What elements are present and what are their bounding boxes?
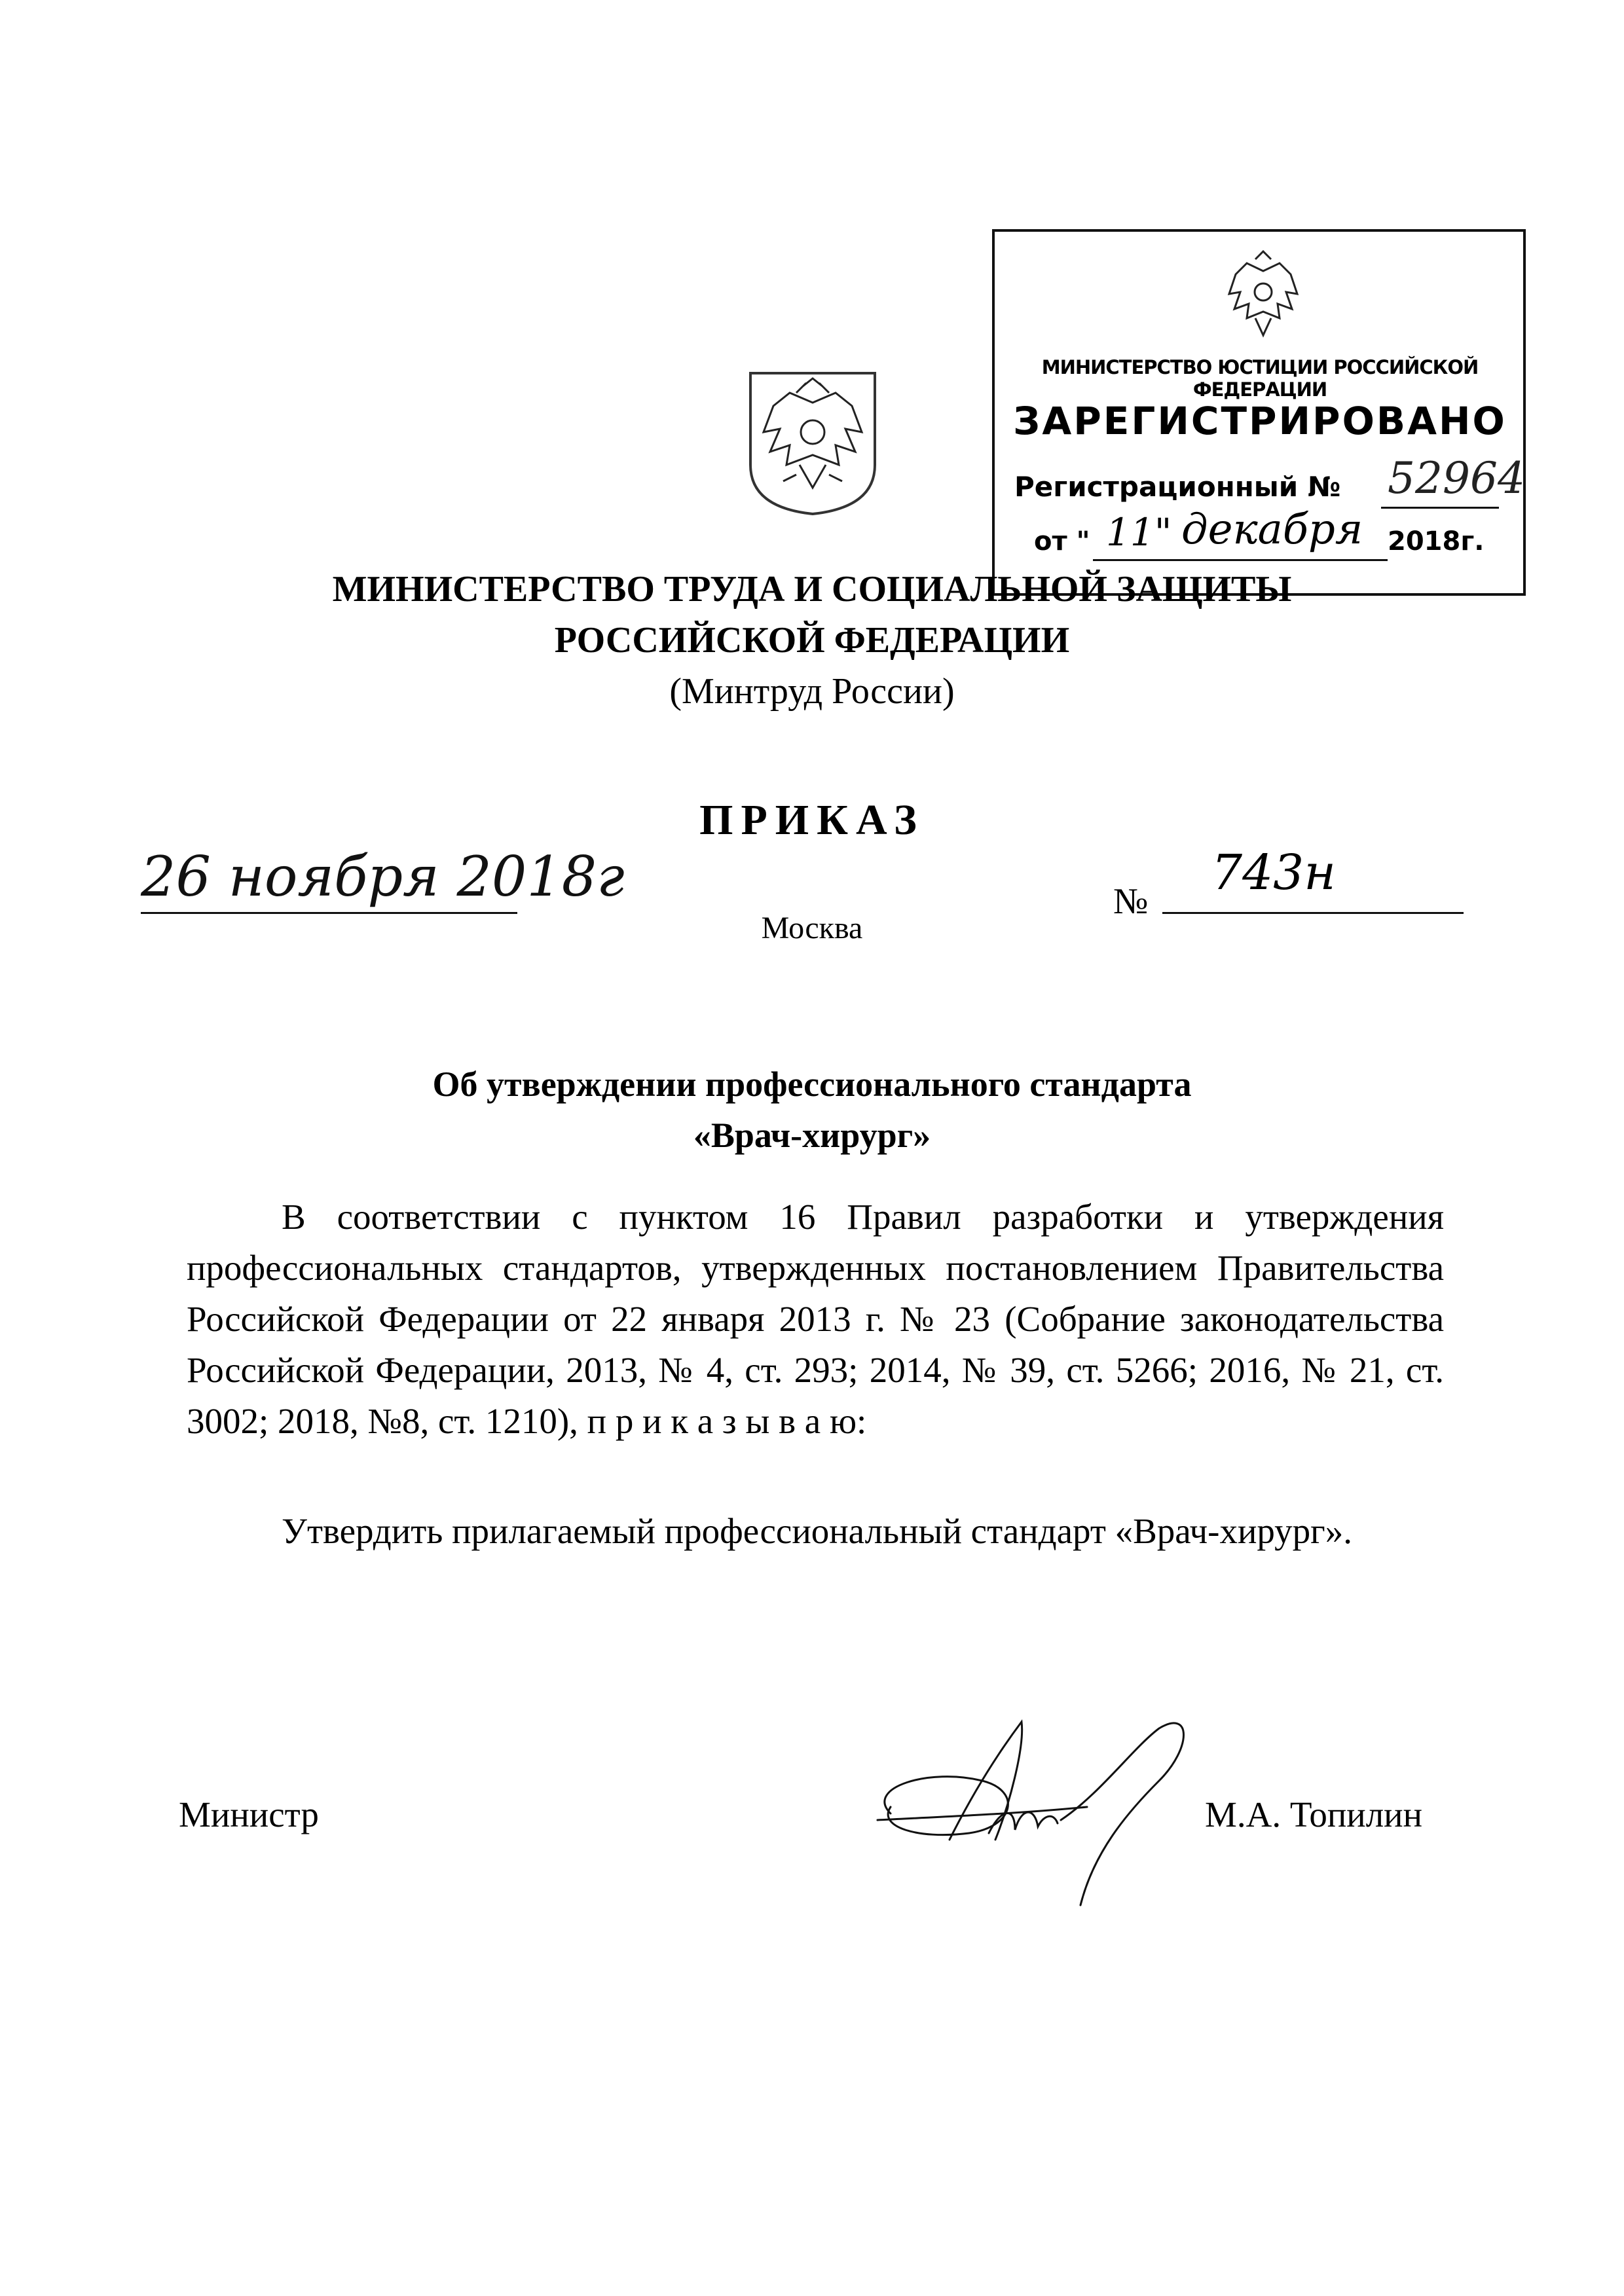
stamp-month: декабря xyxy=(1181,505,1363,554)
order-number-value: 743н xyxy=(1211,845,1336,901)
stamp-ministry: МИНИСТЕРСТВО ЮСТИЦИИ РОССИЙСКОЙ ФЕДЕРАЦИИ xyxy=(1041,356,1479,401)
stamp-day: 11" xyxy=(1106,510,1172,555)
stamp-coat-of-arms-icon xyxy=(1217,245,1309,343)
coat-of-arms-icon xyxy=(744,367,881,517)
stamp-regnum-label: Регистрационный № xyxy=(1014,471,1341,503)
subject-line2: «Врач-хирург» xyxy=(693,1116,931,1155)
stamp-year: 2018г. xyxy=(1388,526,1485,556)
ministry-name-line1: МИНИСТЕРСТВО ТРУДА И СОЦИАЛЬНОЙ ЗАЩИТЫ xyxy=(332,569,1292,610)
signatory-role: Министр xyxy=(179,1795,319,1834)
order-city: Москва xyxy=(761,911,863,945)
stamp-regnum-value: 52964 xyxy=(1388,453,1525,503)
registration-stamp xyxy=(992,229,1526,596)
body-paragraph-1: В соответствии с пунктом 16 Правил разработки и утверждения профессиональных стандартов, утвержденных постановлением Правительства Российской Федерации от 22 января 2013 г. № 23 (Собрание законодательства Российской Федерации, 2013, № 4, ст. 293; 2014, № 39, ст. 5266; 2016, № 21, ст. 3002; 2018, №8, ст. 1210), п р и к а з ы в а ю: xyxy=(187,1197,1444,1441)
stamp-underline xyxy=(1381,507,1499,509)
stamp-date-underline xyxy=(1093,559,1388,561)
ministry-name-line2: РОССИЙСКОЙ ФЕДЕРАЦИИ xyxy=(554,620,1070,661)
signature-icon xyxy=(851,1709,1218,1925)
order-date: 26 ноября 2018г xyxy=(141,845,625,909)
stamp-from-label: от " xyxy=(1034,526,1090,556)
signatory-name: М.А. Топилин xyxy=(1205,1795,1423,1834)
ministry-short-name: (Минтруд России) xyxy=(669,671,955,712)
body-paragraph-2: Утвердить прилагаемый профессиональный стандарт «Врач-хирург». xyxy=(282,1511,1352,1551)
order-number-label: № xyxy=(1113,881,1149,922)
order-title: ПРИКАЗ xyxy=(699,796,925,844)
subject-line1: Об утверждении профессионального стандарта xyxy=(432,1065,1192,1104)
stamp-status: ЗАРЕГИСТРИРОВАНО xyxy=(1013,399,1507,443)
